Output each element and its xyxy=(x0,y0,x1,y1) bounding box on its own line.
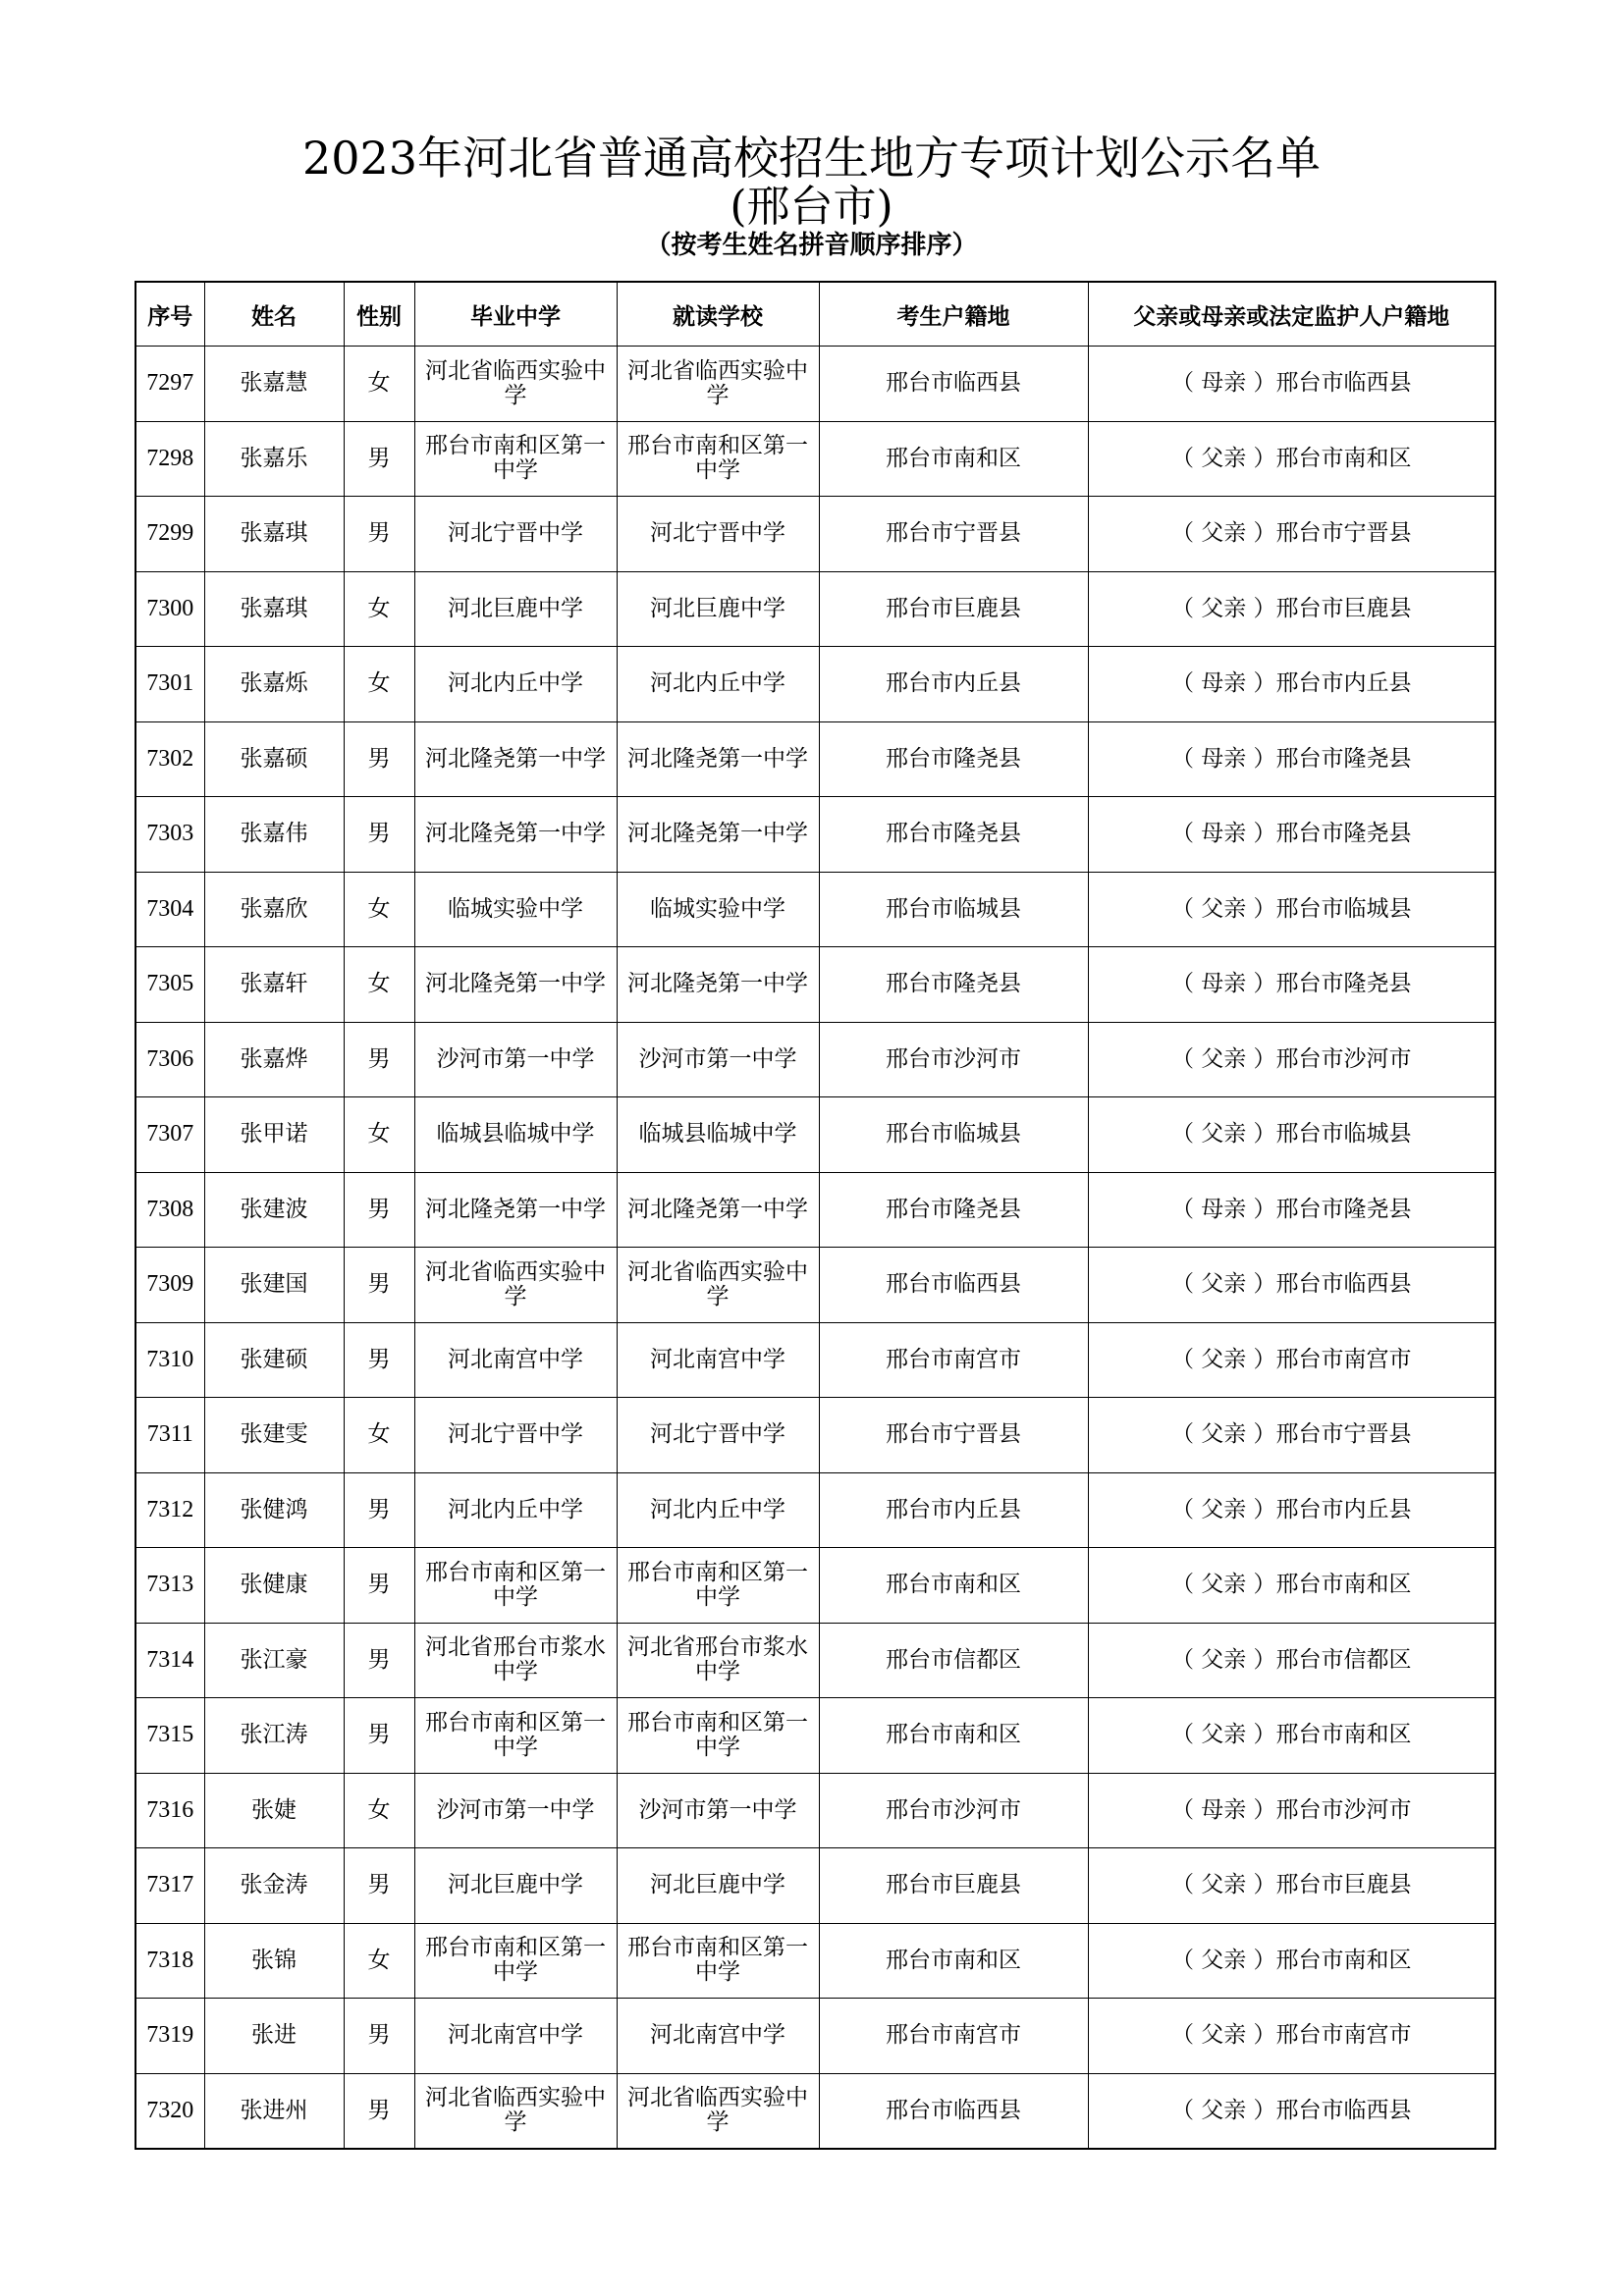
cell-gender: 女 xyxy=(344,1398,414,1473)
cell-gender: 男 xyxy=(344,721,414,797)
cell-grad-school: 河北隆尧第一中学 xyxy=(414,721,617,797)
cell-household: 邢台市信都区 xyxy=(819,1623,1088,1698)
cell-gender: 男 xyxy=(344,1623,414,1698)
cell-household: 邢台市南宫市 xyxy=(819,1322,1088,1398)
cell-household: 邢台市南和区 xyxy=(819,421,1088,497)
cell-name: 张建波 xyxy=(204,1172,344,1248)
cell-gender: 女 xyxy=(344,1097,414,1173)
cell-name: 张嘉琪 xyxy=(204,571,344,647)
header-household: 考生户籍地 xyxy=(819,282,1088,347)
cell-gender: 女 xyxy=(344,947,414,1023)
cell-gender: 男 xyxy=(344,797,414,873)
table-row xyxy=(135,1248,1495,1323)
cell-guardian-household: （ 父亲 ）邢台市南和区 xyxy=(1088,1548,1495,1624)
table-row xyxy=(135,497,1495,572)
header-gender: 性别 xyxy=(344,282,414,347)
cell-grad-school: 邢台市南和区第一中学 xyxy=(414,1923,617,1999)
cell-name: 张锦 xyxy=(204,1923,344,1999)
cell-no: 7320 xyxy=(135,2073,204,2149)
cell-current-school: 邢台市南和区第一中学 xyxy=(617,421,819,497)
header-current-school: 就读学校 xyxy=(617,282,819,347)
cell-name: 张建硕 xyxy=(204,1322,344,1398)
cell-household: 邢台市临西县 xyxy=(819,347,1088,422)
cell-name: 张嘉烨 xyxy=(204,1022,344,1097)
cell-name: 张嘉伟 xyxy=(204,797,344,873)
cell-current-school: 邢台市南和区第一中学 xyxy=(617,1548,819,1624)
cell-grad-school: 河北南宫中学 xyxy=(414,1322,617,1398)
cell-current-school: 河北南宫中学 xyxy=(617,1322,819,1398)
cell-current-school: 河北隆尧第一中学 xyxy=(617,721,819,797)
cell-grad-school: 河北巨鹿中学 xyxy=(414,1848,617,1924)
cell-guardian-household: （ 父亲 ）邢台市临西县 xyxy=(1088,2073,1495,2149)
sort-note: （按考生姓名拼音顺序排序） xyxy=(645,231,978,260)
header-grad-school: 毕业中学 xyxy=(414,282,617,347)
cell-grad-school: 河北南宫中学 xyxy=(414,1999,617,2074)
table-row xyxy=(135,1322,1495,1398)
cell-guardian-household: （ 父亲 ）邢台市宁晋县 xyxy=(1088,1398,1495,1473)
table-row xyxy=(135,1999,1495,2074)
cell-no: 7300 xyxy=(135,571,204,647)
cell-household: 邢台市隆尧县 xyxy=(819,721,1088,797)
cell-gender: 女 xyxy=(344,872,414,947)
table-row xyxy=(135,347,1495,422)
table-row xyxy=(135,1848,1495,1924)
cell-gender: 男 xyxy=(344,2073,414,2149)
cell-guardian-household: （ 父亲 ）邢台市巨鹿县 xyxy=(1088,571,1495,647)
cell-grad-school: 河北省邢台市浆水中学 xyxy=(414,1623,617,1698)
table-row xyxy=(135,947,1495,1023)
cell-guardian-household: （ 父亲 ）邢台市南和区 xyxy=(1088,421,1495,497)
cell-no: 7299 xyxy=(135,497,204,572)
cell-grad-school: 河北巨鹿中学 xyxy=(414,571,617,647)
cell-name: 张健康 xyxy=(204,1548,344,1624)
cell-grad-school: 临城县临城中学 xyxy=(414,1097,617,1173)
cell-current-school: 河北内丘中学 xyxy=(617,647,819,722)
cell-name: 张金涛 xyxy=(204,1848,344,1924)
table-row xyxy=(135,1548,1495,1624)
cell-no: 7308 xyxy=(135,1172,204,1248)
cell-guardian-household: （ 母亲 ）邢台市内丘县 xyxy=(1088,647,1495,722)
table-row xyxy=(135,1398,1495,1473)
cell-household: 邢台市南宫市 xyxy=(819,1999,1088,2074)
cell-grad-school: 河北宁晋中学 xyxy=(414,497,617,572)
cell-current-school: 河北宁晋中学 xyxy=(617,1398,819,1473)
cell-grad-school: 河北省临西实验中学 xyxy=(414,2073,617,2149)
cell-current-school: 沙河市第一中学 xyxy=(617,1773,819,1848)
cell-no: 7319 xyxy=(135,1999,204,2074)
cell-gender: 男 xyxy=(344,421,414,497)
cell-grad-school: 沙河市第一中学 xyxy=(414,1773,617,1848)
cell-current-school: 临城实验中学 xyxy=(617,872,819,947)
cell-guardian-household: （ 父亲 ）邢台市南和区 xyxy=(1088,1698,1495,1774)
cell-gender: 男 xyxy=(344,1322,414,1398)
cell-no: 7304 xyxy=(135,872,204,947)
cell-name: 张江涛 xyxy=(204,1698,344,1774)
cell-gender: 女 xyxy=(344,347,414,422)
table-row xyxy=(135,1623,1495,1698)
table-row xyxy=(135,1472,1495,1548)
cell-no: 7303 xyxy=(135,797,204,873)
cell-name: 张嘉轩 xyxy=(204,947,344,1023)
cell-current-school: 河北隆尧第一中学 xyxy=(617,947,819,1023)
cell-name: 张嘉慧 xyxy=(204,347,344,422)
cell-gender: 男 xyxy=(344,497,414,572)
cell-current-school: 临城县临城中学 xyxy=(617,1097,819,1173)
admission-list-table xyxy=(135,281,1496,2150)
cell-gender: 男 xyxy=(344,1472,414,1548)
cell-household: 邢台市巨鹿县 xyxy=(819,571,1088,647)
cell-guardian-household: （ 母亲 ）邢台市临西县 xyxy=(1088,347,1495,422)
cell-current-school: 河北隆尧第一中学 xyxy=(617,797,819,873)
cell-name: 张嘉乐 xyxy=(204,421,344,497)
cell-guardian-household: （ 父亲 ）邢台市南宫市 xyxy=(1088,1999,1495,2074)
table-row xyxy=(135,647,1495,722)
cell-grad-school: 河北省临西实验中学 xyxy=(414,1248,617,1323)
cell-current-school: 河北巨鹿中学 xyxy=(617,1848,819,1924)
cell-grad-school: 河北隆尧第一中学 xyxy=(414,1172,617,1248)
cell-no: 7316 xyxy=(135,1773,204,1848)
cell-no: 7313 xyxy=(135,1548,204,1624)
cell-household: 邢台市临西县 xyxy=(819,1248,1088,1323)
cell-name: 张婕 xyxy=(204,1773,344,1848)
cell-name: 张江豪 xyxy=(204,1623,344,1698)
table-header-row xyxy=(135,282,1495,347)
cell-household: 邢台市宁晋县 xyxy=(819,1398,1088,1473)
cell-current-school: 沙河市第一中学 xyxy=(617,1022,819,1097)
cell-name: 张嘉欣 xyxy=(204,872,344,947)
cell-name: 张嘉琪 xyxy=(204,497,344,572)
cell-current-school: 河北隆尧第一中学 xyxy=(617,1172,819,1248)
cell-guardian-household: （ 父亲 ）邢台市临城县 xyxy=(1088,1097,1495,1173)
cell-household: 邢台市临城县 xyxy=(819,872,1088,947)
cell-grad-school: 邢台市南和区第一中学 xyxy=(414,1698,617,1774)
cell-household: 邢台市南和区 xyxy=(819,1923,1088,1999)
table-row xyxy=(135,872,1495,947)
cell-household: 邢台市宁晋县 xyxy=(819,497,1088,572)
cell-household: 邢台市隆尧县 xyxy=(819,1172,1088,1248)
cell-gender: 男 xyxy=(344,1022,414,1097)
table-row xyxy=(135,1097,1495,1173)
header-guardian-household: 父亲或母亲或法定监护人户籍地 xyxy=(1088,282,1495,347)
cell-household: 邢台市内丘县 xyxy=(819,1472,1088,1548)
cell-no: 7297 xyxy=(135,347,204,422)
cell-current-school: 河北南宫中学 xyxy=(617,1999,819,2074)
cell-name: 张嘉烁 xyxy=(204,647,344,722)
cell-current-school: 河北宁晋中学 xyxy=(617,497,819,572)
document-title: 2023年河北省普通高校招生地方专项计划公示名单 xyxy=(301,132,1322,185)
cell-guardian-household: （ 父亲 ）邢台市沙河市 xyxy=(1088,1022,1495,1097)
cell-gender: 男 xyxy=(344,1698,414,1774)
cell-name: 张嘉硕 xyxy=(204,721,344,797)
cell-no: 7305 xyxy=(135,947,204,1023)
cell-grad-school: 沙河市第一中学 xyxy=(414,1022,617,1097)
table-row xyxy=(135,1698,1495,1774)
table-row xyxy=(135,1172,1495,1248)
cell-no: 7315 xyxy=(135,1698,204,1774)
cell-gender: 男 xyxy=(344,1248,414,1323)
cell-grad-school: 河北内丘中学 xyxy=(414,1472,617,1548)
cell-current-school: 邢台市南和区第一中学 xyxy=(617,1923,819,1999)
cell-household: 邢台市临西县 xyxy=(819,2073,1088,2149)
cell-guardian-household: （ 母亲 ）邢台市隆尧县 xyxy=(1088,947,1495,1023)
cell-name: 张进 xyxy=(204,1999,344,2074)
cell-current-school: 邢台市南和区第一中学 xyxy=(617,1698,819,1774)
cell-gender: 男 xyxy=(344,1548,414,1624)
cell-household: 邢台市内丘县 xyxy=(819,647,1088,722)
document-subtitle: (邢台市) xyxy=(730,182,893,232)
cell-grad-school: 邢台市南和区第一中学 xyxy=(414,421,617,497)
cell-household: 邢台市隆尧县 xyxy=(819,947,1088,1023)
cell-gender: 女 xyxy=(344,1773,414,1848)
table-row xyxy=(135,797,1495,873)
cell-name: 张进州 xyxy=(204,2073,344,2149)
cell-guardian-household: （ 父亲 ）邢台市巨鹿县 xyxy=(1088,1848,1495,1924)
cell-no: 7312 xyxy=(135,1472,204,1548)
cell-guardian-household: （ 母亲 ）邢台市沙河市 xyxy=(1088,1773,1495,1848)
cell-no: 7311 xyxy=(135,1398,204,1473)
cell-gender: 男 xyxy=(344,1848,414,1924)
table-row xyxy=(135,1022,1495,1097)
cell-name: 张建雯 xyxy=(204,1398,344,1473)
cell-guardian-household: （ 父亲 ）邢台市信都区 xyxy=(1088,1623,1495,1698)
cell-household: 邢台市临城县 xyxy=(819,1097,1088,1173)
cell-gender: 女 xyxy=(344,1923,414,1999)
cell-no: 7298 xyxy=(135,421,204,497)
cell-gender: 女 xyxy=(344,647,414,722)
cell-no: 7314 xyxy=(135,1623,204,1698)
cell-gender: 男 xyxy=(344,1999,414,2074)
cell-no: 7306 xyxy=(135,1022,204,1097)
cell-name: 张甲诺 xyxy=(204,1097,344,1173)
cell-guardian-household: （ 父亲 ）邢台市南宫市 xyxy=(1088,1322,1495,1398)
cell-name: 张健鸿 xyxy=(204,1472,344,1548)
cell-guardian-household: （ 母亲 ）邢台市隆尧县 xyxy=(1088,1172,1495,1248)
table-body xyxy=(135,347,1495,2150)
cell-no: 7317 xyxy=(135,1848,204,1924)
cell-guardian-household: （ 父亲 ）邢台市内丘县 xyxy=(1088,1472,1495,1548)
cell-guardian-household: （ 父亲 ）邢台市宁晋县 xyxy=(1088,497,1495,572)
cell-household: 邢台市隆尧县 xyxy=(819,797,1088,873)
cell-current-school: 河北巨鹿中学 xyxy=(617,571,819,647)
cell-grad-school: 河北内丘中学 xyxy=(414,647,617,722)
table-row xyxy=(135,1923,1495,1999)
cell-household: 邢台市南和区 xyxy=(819,1698,1088,1774)
cell-name: 张建国 xyxy=(204,1248,344,1323)
cell-household: 邢台市巨鹿县 xyxy=(819,1848,1088,1924)
cell-grad-school: 河北宁晋中学 xyxy=(414,1398,617,1473)
cell-grad-school: 邢台市南和区第一中学 xyxy=(414,1548,617,1624)
cell-guardian-household: （ 父亲 ）邢台市南和区 xyxy=(1088,1923,1495,1999)
cell-current-school: 河北内丘中学 xyxy=(617,1472,819,1548)
cell-grad-school: 河北省临西实验中学 xyxy=(414,347,617,422)
table-row xyxy=(135,571,1495,647)
cell-current-school: 河北省临西实验中学 xyxy=(617,2073,819,2149)
cell-guardian-household: （ 父亲 ）邢台市临城县 xyxy=(1088,872,1495,947)
table-row xyxy=(135,2073,1495,2149)
table-row xyxy=(135,1773,1495,1848)
cell-no: 7318 xyxy=(135,1923,204,1999)
cell-household: 邢台市沙河市 xyxy=(819,1773,1088,1848)
cell-no: 7309 xyxy=(135,1248,204,1323)
table-row xyxy=(135,721,1495,797)
cell-household: 邢台市南和区 xyxy=(819,1548,1088,1624)
cell-gender: 女 xyxy=(344,571,414,647)
header-name: 姓名 xyxy=(204,282,344,347)
cell-household: 邢台市沙河市 xyxy=(819,1022,1088,1097)
table-row xyxy=(135,421,1495,497)
cell-no: 7301 xyxy=(135,647,204,722)
cell-no: 7307 xyxy=(135,1097,204,1173)
cell-grad-school: 临城实验中学 xyxy=(414,872,617,947)
cell-current-school: 河北省临西实验中学 xyxy=(617,347,819,422)
cell-gender: 男 xyxy=(344,1172,414,1248)
cell-guardian-household: （ 母亲 ）邢台市隆尧县 xyxy=(1088,721,1495,797)
cell-grad-school: 河北隆尧第一中学 xyxy=(414,947,617,1023)
cell-current-school: 河北省临西实验中学 xyxy=(617,1248,819,1323)
cell-grad-school: 河北隆尧第一中学 xyxy=(414,797,617,873)
cell-no: 7302 xyxy=(135,721,204,797)
cell-no: 7310 xyxy=(135,1322,204,1398)
cell-current-school: 河北省邢台市浆水中学 xyxy=(617,1623,819,1698)
cell-guardian-household: （ 父亲 ）邢台市临西县 xyxy=(1088,1248,1495,1323)
cell-guardian-household: （ 母亲 ）邢台市隆尧县 xyxy=(1088,797,1495,873)
header-no: 序号 xyxy=(135,282,204,347)
